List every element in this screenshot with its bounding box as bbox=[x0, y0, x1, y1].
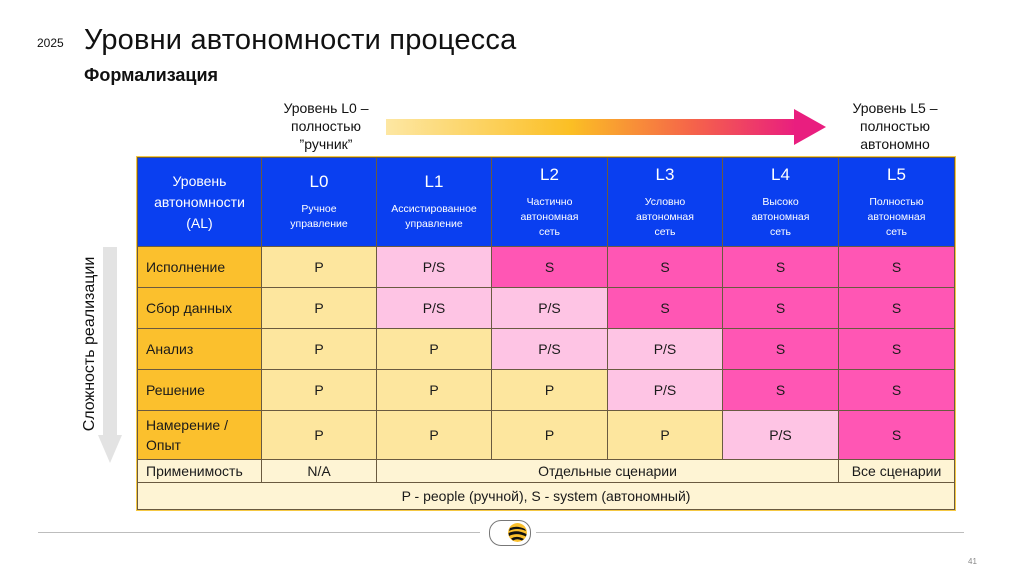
row-label: Сбор данных bbox=[138, 288, 262, 329]
level-desc-line: сеть bbox=[538, 225, 561, 238]
applicability-l1-l4: Отдельные сценарии bbox=[377, 460, 839, 483]
table-row bbox=[138, 247, 955, 288]
row-label: Решение bbox=[138, 370, 262, 411]
legend-text: P - people (ручной), S - system (автономный) bbox=[138, 483, 955, 510]
table-row bbox=[138, 329, 955, 370]
page-title: Уровни автономности процесса bbox=[84, 24, 517, 56]
scale-left-line: Уровень L0 – bbox=[283, 100, 369, 116]
table-cell: P/S bbox=[377, 247, 492, 288]
level-desc-line: управление bbox=[405, 218, 463, 230]
applicability-row bbox=[138, 460, 955, 483]
level-desc-line: Ручное bbox=[301, 203, 337, 215]
table-cell: S bbox=[723, 329, 839, 370]
table-cell: P bbox=[608, 411, 723, 460]
table-cell: P/S bbox=[492, 329, 608, 370]
level-desc-line: Полностью bbox=[869, 195, 924, 208]
level-code: L4 bbox=[771, 164, 790, 184]
scale-right-line: автономно bbox=[860, 136, 930, 152]
level-header-l1 bbox=[377, 158, 492, 247]
corner-header-line: (AL) bbox=[186, 214, 213, 231]
table-cell: P bbox=[492, 411, 608, 460]
footer-divider bbox=[38, 532, 480, 533]
table-cell: S bbox=[839, 370, 955, 411]
applicability-label: Применимость bbox=[138, 460, 262, 483]
level-code: L3 bbox=[655, 164, 675, 184]
level-header-l4 bbox=[723, 158, 839, 247]
level-code: L5 bbox=[887, 164, 906, 184]
table-row bbox=[138, 288, 955, 329]
level-desc-line: автономная bbox=[867, 210, 926, 223]
year-label: 2025 bbox=[37, 36, 64, 50]
scale-right-line: полностью bbox=[860, 118, 930, 134]
header-row bbox=[138, 158, 955, 247]
level-desc-line: сеть bbox=[654, 225, 676, 238]
table-cell: P bbox=[377, 329, 492, 370]
scale-right-line: Уровень L5 – bbox=[852, 100, 938, 116]
table-cell: P/S bbox=[608, 370, 723, 411]
footer-divider bbox=[536, 532, 964, 533]
scale-right-label bbox=[835, 99, 955, 153]
table-cell: P bbox=[377, 411, 492, 460]
table-cell: P/S bbox=[377, 288, 492, 329]
scale-left-line: полностью bbox=[291, 118, 361, 134]
table-cell: P bbox=[262, 370, 377, 411]
level-desc-line: автономная bbox=[520, 210, 579, 223]
page-subtitle: Формализация bbox=[84, 65, 219, 85]
beeline-logo-icon bbox=[508, 523, 527, 542]
level-desc-line: Частично bbox=[526, 195, 573, 208]
table-cell: P bbox=[262, 329, 377, 370]
table-cell: S bbox=[839, 288, 955, 329]
table-cell: P bbox=[492, 370, 608, 411]
level-desc-line: сеть bbox=[769, 225, 792, 238]
level-header-l0 bbox=[262, 158, 377, 247]
table-cell: P bbox=[262, 288, 377, 329]
complexity-axis-label: Сложность реализации bbox=[81, 256, 98, 432]
table-row bbox=[138, 411, 955, 460]
page-number: 41 bbox=[968, 557, 977, 566]
corner-header-line: Уровень bbox=[172, 172, 227, 189]
table-cell: S bbox=[839, 411, 955, 460]
applicability-l5: Все сценарии bbox=[839, 460, 955, 483]
table-cell: S bbox=[608, 288, 723, 329]
level-desc-line: автономная bbox=[751, 210, 810, 223]
table-cell: P bbox=[262, 411, 377, 460]
table-cell: S bbox=[723, 247, 839, 288]
down-arrow-icon bbox=[98, 247, 122, 463]
corner-header-cell bbox=[138, 158, 262, 247]
level-desc-line: Условно bbox=[644, 195, 686, 208]
table-row bbox=[138, 370, 955, 411]
corner-header-line: автономности bbox=[154, 193, 245, 210]
row-label: Исполнение bbox=[138, 247, 262, 288]
autonomy-gradient-arrow-icon bbox=[386, 109, 826, 145]
level-desc-line: Ассистированное bbox=[391, 203, 477, 215]
level-desc-line: автономная bbox=[636, 210, 694, 223]
table-cell: P/S bbox=[723, 411, 839, 460]
table-cell: P/S bbox=[492, 288, 608, 329]
table-cell: S bbox=[839, 329, 955, 370]
table-cell: S bbox=[839, 247, 955, 288]
table-cell: S bbox=[723, 288, 839, 329]
row-label: Анализ bbox=[138, 329, 262, 370]
level-header-l5 bbox=[839, 158, 955, 247]
level-desc-line: Высоко bbox=[762, 195, 799, 208]
row-label: Намерение / Опыт bbox=[138, 411, 262, 460]
table-cell: S bbox=[723, 370, 839, 411]
level-code: L2 bbox=[540, 164, 559, 184]
table-cell: P bbox=[377, 370, 492, 411]
table-cell: P/S bbox=[608, 329, 723, 370]
level-code: L0 bbox=[309, 172, 329, 191]
level-header-l2 bbox=[492, 158, 608, 247]
logo-badge bbox=[489, 520, 531, 546]
table-cell: P bbox=[262, 247, 377, 288]
table-cell: S bbox=[492, 247, 608, 288]
autonomy-levels-table bbox=[137, 157, 955, 510]
legend-row bbox=[138, 483, 955, 510]
level-desc-line: управление bbox=[290, 218, 348, 230]
table-cell: S bbox=[608, 247, 723, 288]
level-header-l3 bbox=[608, 158, 723, 247]
level-desc-line: сеть bbox=[885, 225, 908, 238]
level-code: L1 bbox=[424, 172, 444, 191]
applicability-l0: N/A bbox=[262, 460, 377, 483]
scale-left-line: ”ручник” bbox=[299, 136, 353, 152]
scale-left-label bbox=[266, 99, 386, 153]
